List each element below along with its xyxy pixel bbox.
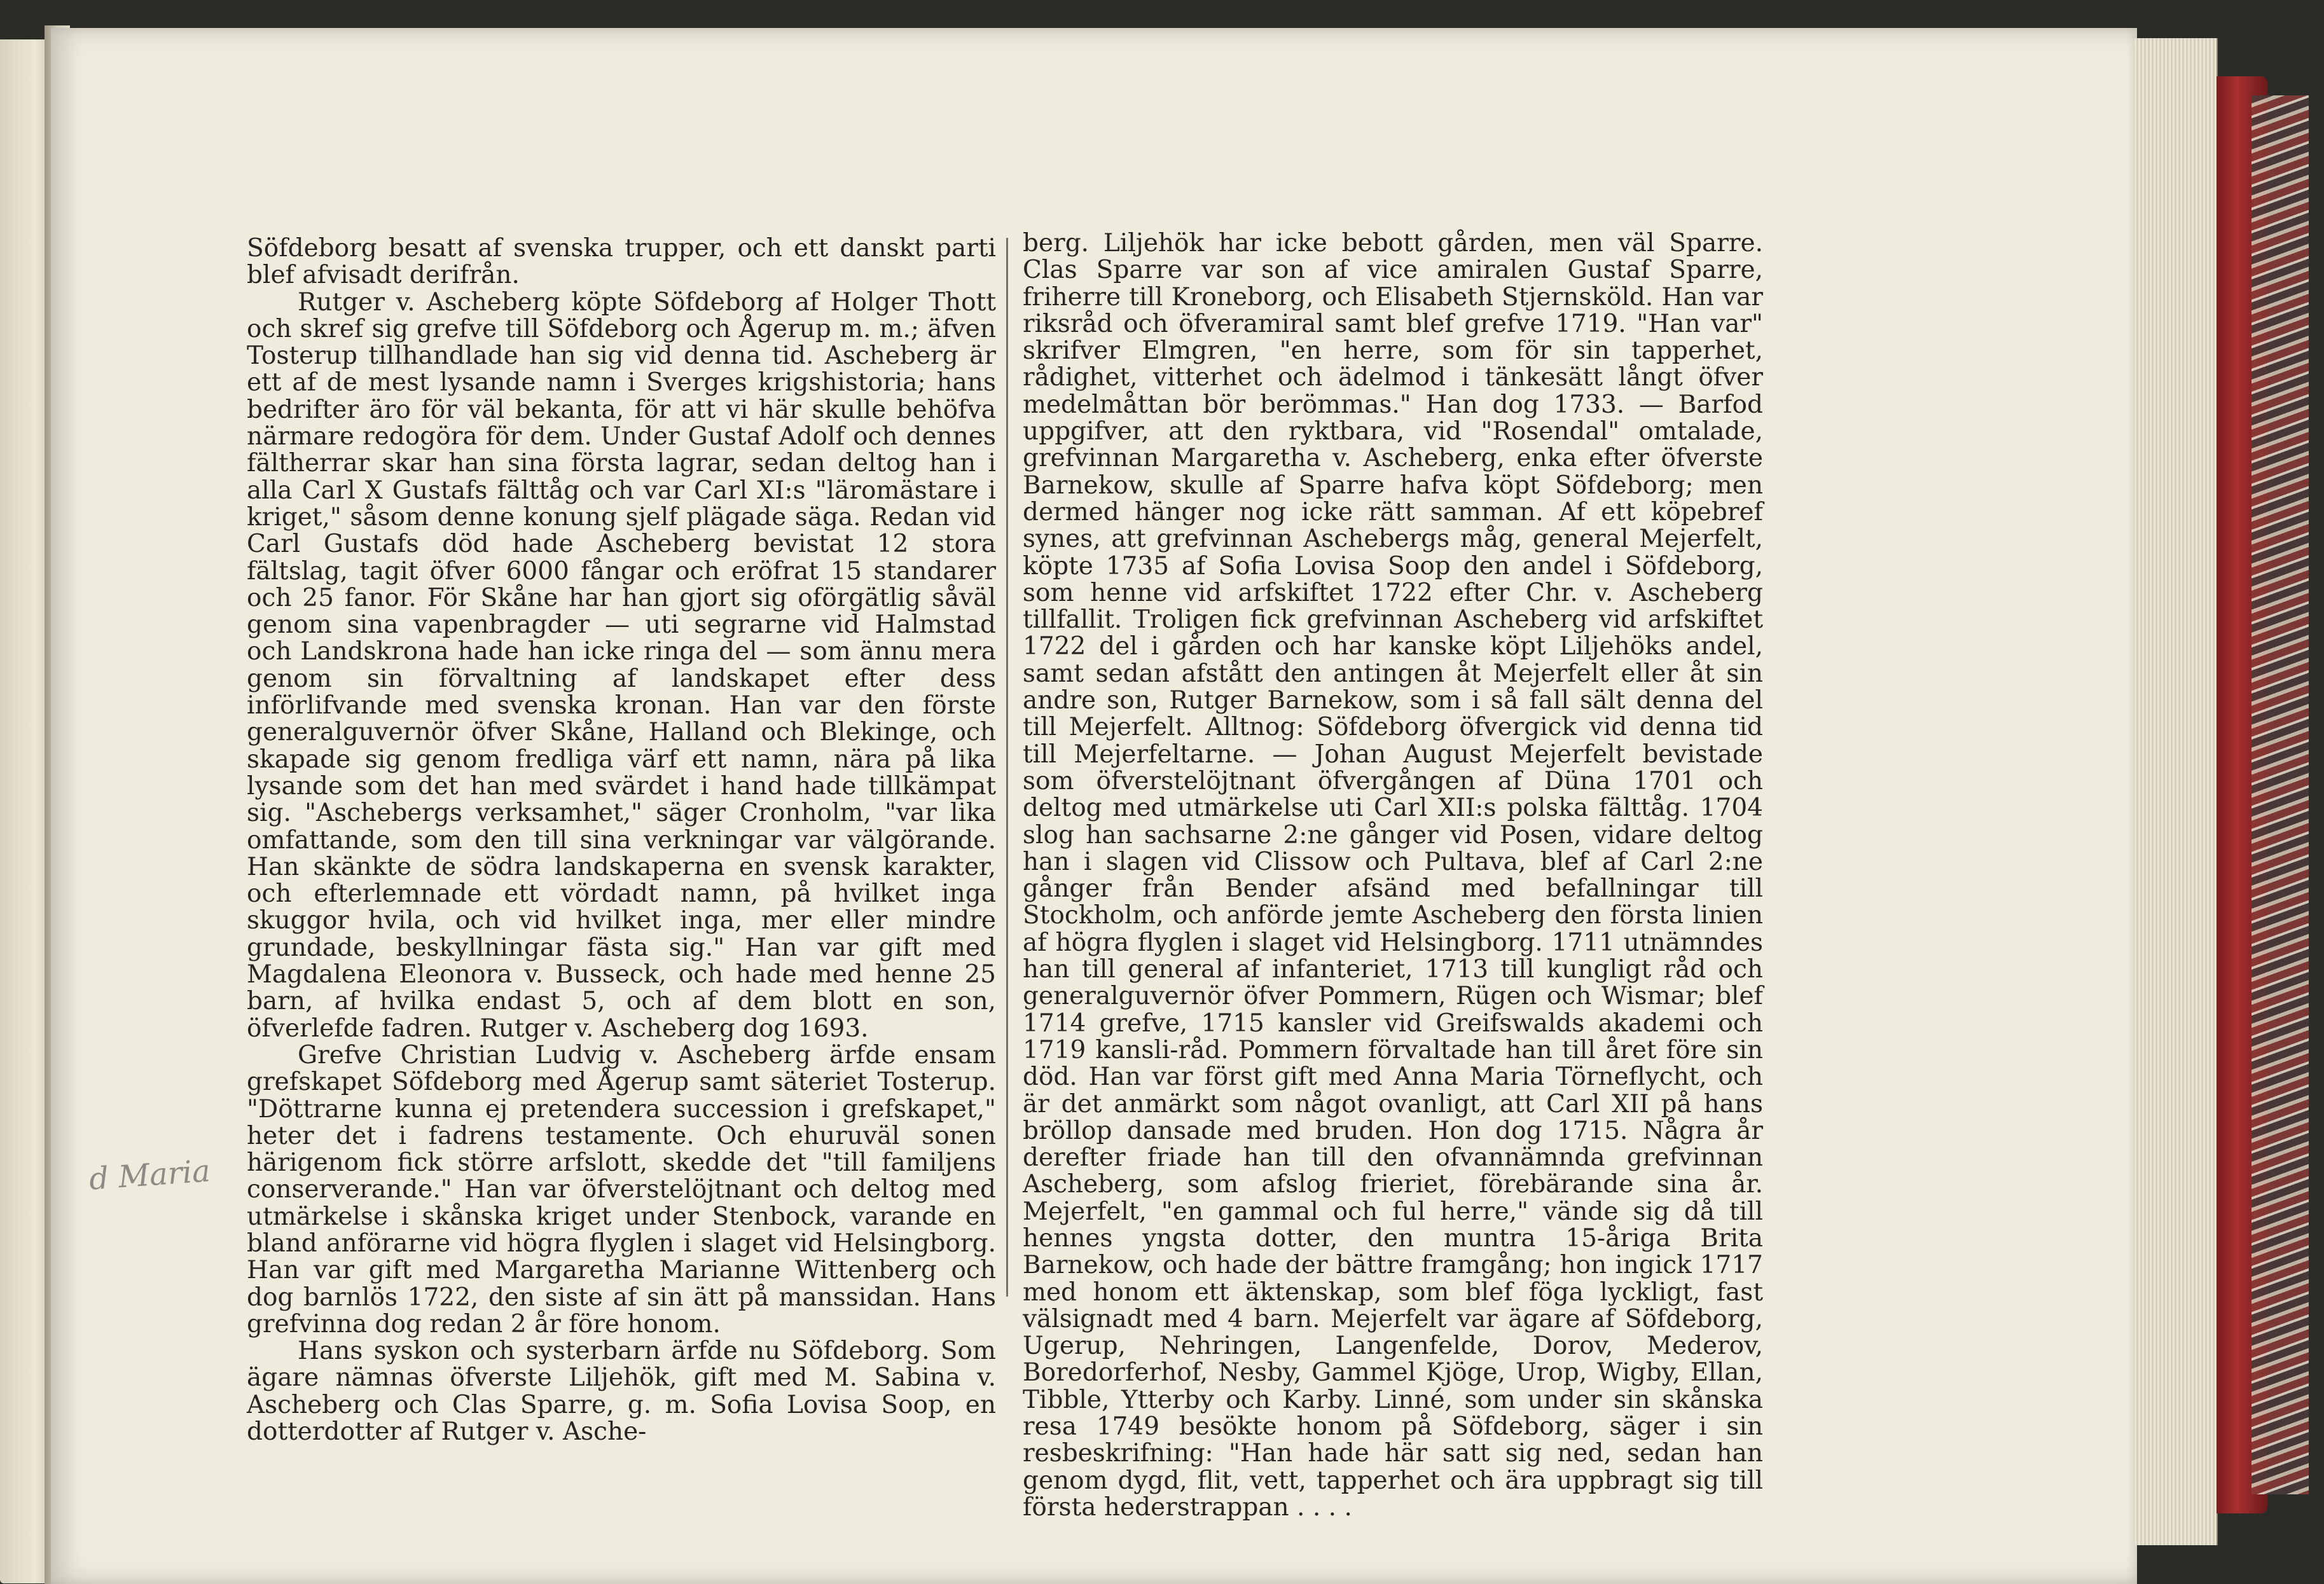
left-text-column bbox=[247, 235, 996, 1445]
paragraph: Grefve Christian Ludvig v. Ascheberg ärfde ensam grefskapet Söfdeborg med Ågerup samt säteriet Tosterup. "Döttrarne kunna ej pretendera succession i grefskapet," heter det i fadrens testamente. Och ehuruväl sonen härigenom fick större arfslott, skedde det "till familjens conserverande." Han var öfverstelöjtnant och deltog med utmärkelse i skånska kriget under Stenbock, varande en bland anförarne vid högra flyglen i slaget vid Helsingborg. Han var gift med Margaretha Marianne Wittenberg och dog barnlös 1722, den siste af sin ätt på manssidan. Hans grefvinna dog redan 2 år före honom. bbox=[247, 1040, 996, 1339]
paragraph: Hans syskon och systerbarn ärfde nu Söfdeborg. Som ägare nämnas öfverste Liljehök, gift med M. Sabina v. Ascheberg och Clas Sparre, g. m. Sofia Lovisa Soop, en dotterdotter af Rutger v. Asche- bbox=[247, 1337, 996, 1447]
page-edges bbox=[2134, 38, 2218, 1545]
column-divider bbox=[1006, 238, 1008, 1297]
paragraph: berg. Liljehök har icke bebott gården, men väl Sparre. Clas Sparre var son af vice amiralen Gustaf Sparre, friherre till Kroneborg, och Elisabeth Stjernsköld. Han var riksråd och öfveramiral samt blef grefve 1719. "Han var" skrifver Elmgren, "en herre, som för sin tapperhet, rådighet, vitterhet och ädelmod i tänkesätt långt öfver medelmåttan bör berömmas." Han dog 1733. — Barfod uppgifver, att den ryktbara, vid "Rosendal" omtalade, grefvinnan Margaretha v. Ascheberg, enka efter öfverste Barnekow, skulle af Sparre hafva köpt Söfdeborg; men dermed hänger nog icke rätt samman. Af ett köpebref synes, att grefvinnan Aschebergs måg, general Mejerfelt, köpte 1735 af Sofia Lovisa Soop den andel i Söfdeborg, som henne vid arfskiftet 1722 efter Chr. v. Ascheberg tillfallit. Troligen fick grefvinnan Ascheberg vid arfskiftet 1722 del i gården och har kanske köpt Liljehöks andel, samt sedan afstått den antingen åt Mejerfelt eller åt sin andre son, Rutger Barnekow, som i så fall sält denna del till Mejerfelt. Alltnog: Söfdeborg öfvergick vid denna tid till Mejerfeltarne. — Johan August Mejerfelt bevistade som öfverstelöjtnant öfvergången af Düna 1701 och deltog med utmärkelse uti Carl XII:s polska fälttåg. 1704 slog han sachsarne 2:ne gånger vid Posen, vidare deltog han i slagen vid Clissow och Pultava, blef af Carl 2:ne gånger från Bender afsänd med befallningar till Stockholm, och anförde jemte Ascheberg den första linien af högra flyglen i slaget vid Helsingborg. 1711 utnämndes han till general af infanteriet, 1713 till kungligt råd och generalguvernör öfver Pommern, Rügen och Wismar; blef 1714 grefve, 1715 kansler vid Greifswalds akademi och 1719 kansli-råd. Pommern förvaltade han till året före sin död. Han var först gift med Anna Maria Törneflycht, och är det anmärkt som något ovanligt, att Carl XII på hans bröllop dansade med bruden. Hon dog 1715. Några år derefter friade han till den ofvannämnda grefvinnan Ascheberg, som afslog frieriet, förebärande sina år. Mejerfelt, "en gammal och ful herre," vände sig då till hennes yngsta dotter, den muntra 15-åriga Brita Barnekow, och hade der bättre framgång; hon ingick 1717 med honom ett äktenskap, som blef föga lyckligt, fast välsignadt med 4 barn. Mejerfelt var ägare af Söfdeborg, Ugerup, Nehringen, Langenfelde, Dorov, Mederov, Boredorferhof, Nesby, Gammel Kjöge, Urop, Wigby, Ellan, Tibble, Ytterby och Karby. Linné, som under sin skånska resa 1749 besökte honom på Söfdeborg, säger i sin resbeskrifning: "Han hade här satt sig ned, sedan han genom dygd, flit, vett, tapperhet och ära uppbragt sig till första hederstrappan . . . . bbox=[1023, 229, 1763, 1522]
paragraph: Söfdeborg besatt af svenska trupper, och ett danskt parti blef afvisadt derifrån. bbox=[247, 234, 996, 290]
right-text-column bbox=[1023, 230, 1763, 1521]
marbled-endpaper bbox=[2251, 95, 2309, 1494]
handwritten-margin-note: d Maria bbox=[88, 1153, 212, 1197]
paragraph: Rutger v. Ascheberg köpte Söfdeborg af Holger Thott och skref sig grefve till Söfdeborg och Ågerup m. m.; äfven Tosterup tillhandlade han sig vid denna tid. Ascheberg är ett af de mest lysande namn i Sverges krigshistoria; hans bedrifter äro för väl bekanta, för att vi här skulle behöfva närmare redogöra för dem. Under Gustaf Adolf och dennes fältherrar skar han sina första lagrar, sedan deltog han i alla Carl X Gustafs fälttåg och var Carl XI:s "läromästare i kriget," såsom denne konung sjelf plägade säga. Redan vid Carl Gustafs död hade Ascheberg bevistat 12 stora fältslag, tagit öfver 6000 fångar och eröfrat 15 standarer och 25 fanor. För Skåne har han gjort sig oförgätlig såväl genom sina vapenbragder — uti segrarne vid Halmstad och Landskrona hade han icke ringa del — som ännu mera genom sin förvaltning af landskapet efter dess införlifvande med svenska kronan. Han var den förste generalguvernör öfver Skåne, Halland och Blekinge, och skapade sig genom fredliga värf ett namn, nära på lika lysande som det han med svärdet i hand hade tillkämpat sig. "Aschebergs verksamhet," säger Cronholm, "var lika omfattande, som den till sina verkningar var välgörande. Han skänkte de södra landskaperna en svensk karakter, och efterlemnade ett vördadt namn, på hvilket inga skuggor hvila, och vid hvilket inga, mer eller mindre grundade, beskyllningar fästa sig." Han var gift med Magdalena Eleonora v. Busseck, och hade med henne 25 barn, af hvilka endast 5, och af dem blott en son, öfverlefde fadren. Rutger v. Ascheberg dog 1693. bbox=[247, 287, 996, 1043]
